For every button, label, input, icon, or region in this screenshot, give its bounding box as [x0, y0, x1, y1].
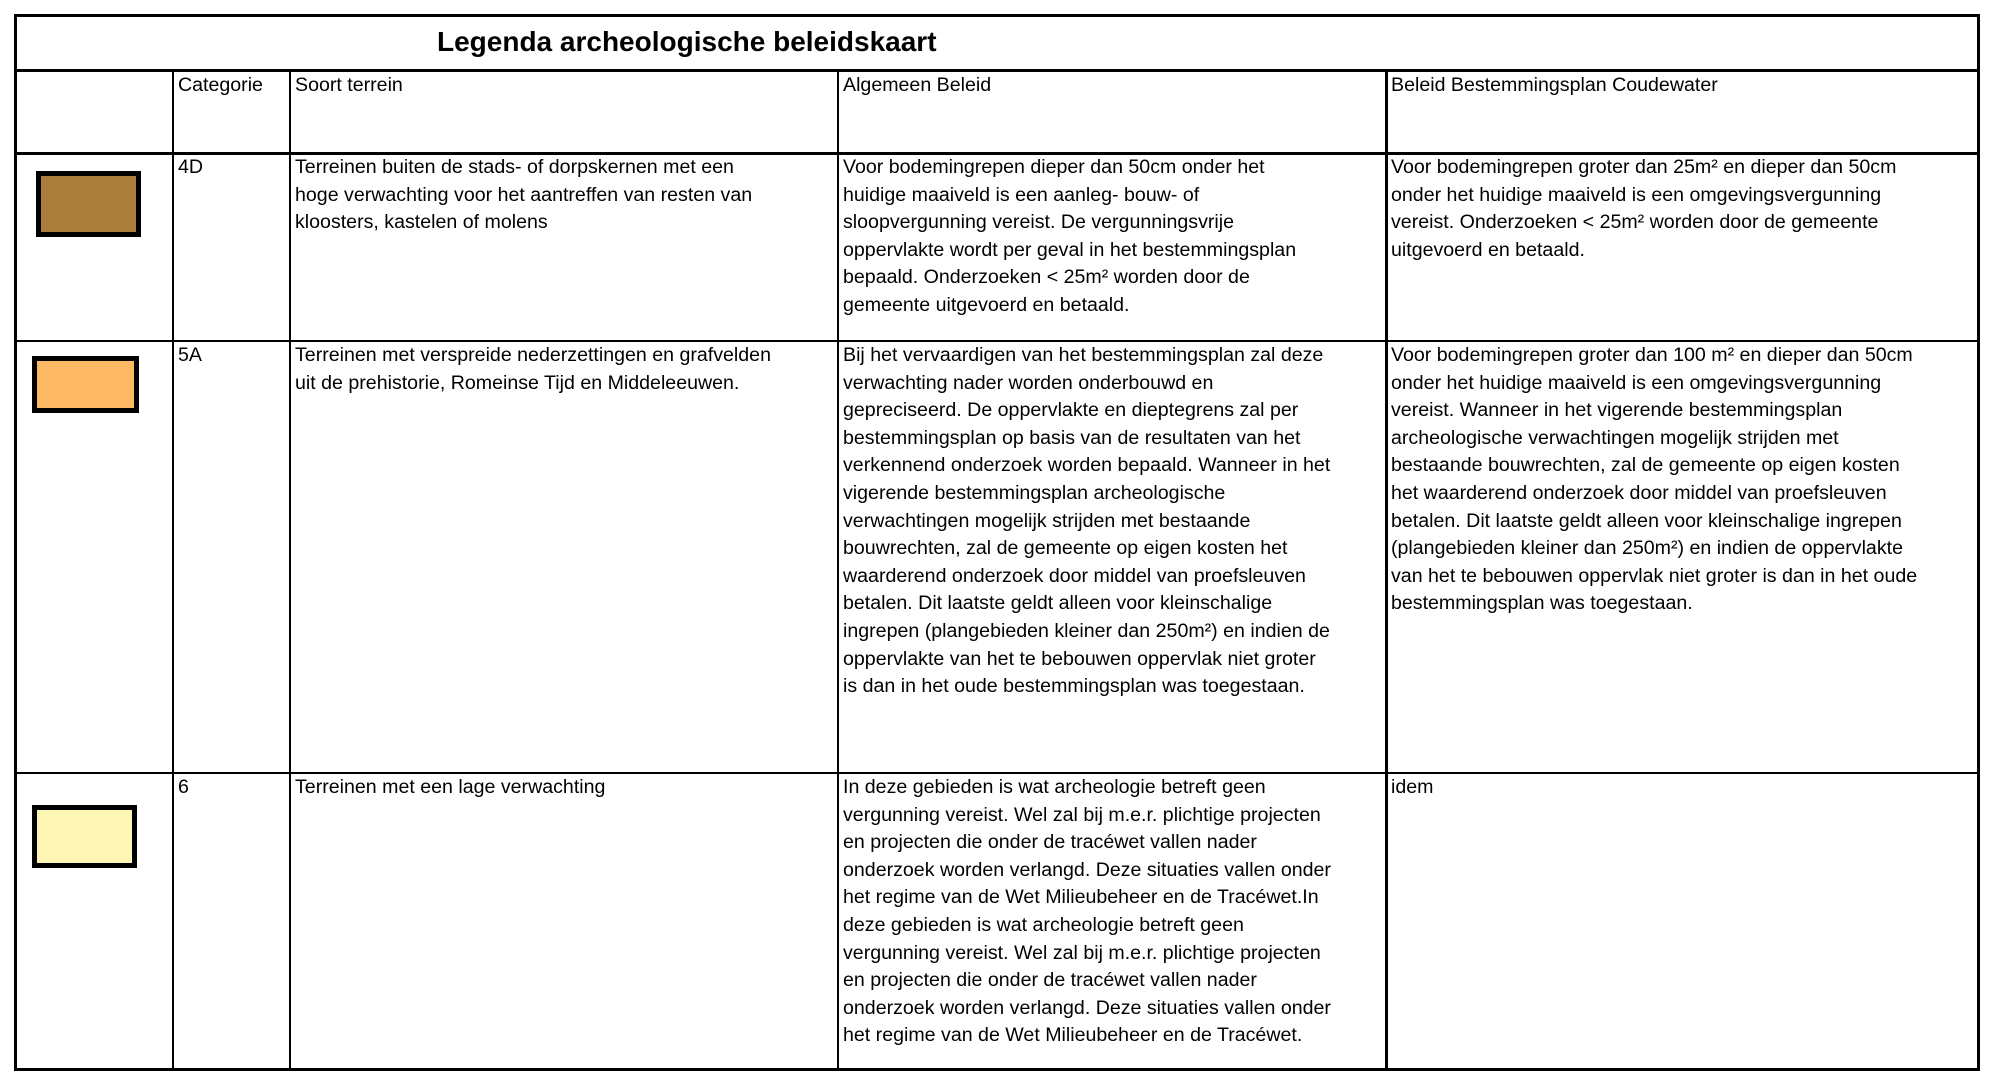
table-cell-categorie: 6: [178, 776, 189, 798]
table-cell-soort-terrein: Terreinen met verspreide nederzettingen en grafvelden uit de prehistorie, Romeinse Tijd en Middeleeuwen.: [295, 344, 771, 394]
table-cell-soort-terrein: Terreinen buiten de stads- of dorpskernen met een hoge verwachting voor het aantreffen van resten van kloosters, kastelen of molens: [295, 156, 753, 234]
title-row: [14, 14, 1980, 72]
table-cell-beleid-coudewater: Voor bodemingrepen groter dan 100 m² en dieper dan 50cm onder het huidige maaiveld is een omgevingsvergunning vereist. Wanneer in het vigerende bestemmingsplan archeologische verwachtingen mogelijk strijden met bestaande bouwrechten, zal de gemeente op eigen kosten het waarderend onderzoek door middel van proefsleuven betalen. Dit laatste geldt alleen voor kleinschalige ingrepen (plangebieden kleiner dan 250m²) en indien de oppervlakte van het te bebouwen oppervlak niet groter is dan in het oude bestemmingsplan was toegestaan.: [1391, 344, 1918, 615]
header-beleid-coudewater: Beleid Bestemmingsplan Coudewater: [1391, 74, 1718, 96]
header-soort-terrein: Soort terrein: [295, 74, 403, 96]
table-cell-categorie: 4D: [178, 156, 204, 178]
table-cell-algemeen-beleid: Bij het vervaardigen van het bestemmingsplan zal deze verwachting nader worden onderbouwd en gepreciseerd. De oppervlakte en dieptegrens zal per bestemmingsplan op basis van de resultaten van het verkennend onderzoek worden bepaald. Wanneer in het vigerende bestemmingsplan archeologische verwachtingen mogelijk strijden met bestaande bouwrechten, zal de gemeente op eigen kosten het waarderend onderzoek door middel van proefsleuven betalen. Dit laatste geldt alleen voor kleinschalige ingrepen (plangebieden kleiner dan 250m²) en indien de oppervlakte van het te bebouwen oppervlak niet groter is dan in het oude bestemmingsplan was toegestaan.: [843, 344, 1331, 698]
header-algemeen-beleid: Algemeen Beleid: [843, 74, 992, 96]
table-cell-algemeen-beleid: Voor bodemingrepen dieper dan 50cm onder het huidige maaiveld is een aanleg- bouw- of sloopvergunning vereist. De vergunningsvrije oppervlakte wordt per geval in het bestemmingsplan bepaald. Onderzoeken < 25m² worden door de gemeente uitgevoerd en betaald.: [843, 156, 1297, 316]
column-divider-1: [172, 72, 174, 1071]
table-cell-beleid-coudewater: idem: [1391, 776, 1434, 798]
legend-swatch-5a: [32, 356, 139, 413]
column-divider-3: [837, 72, 839, 1071]
header-categorie: Categorie: [178, 74, 263, 96]
table-cell-algemeen-beleid: In deze gebieden is wat archeologie betreft geen vergunning vereist. Wel zal bij m.e.r. plichtige projecten en projecten die onder de tracéwet vallen nader onderzoek worden verlangd. Deze situaties vallen onder het regime van de Wet Milieubeheer en de Tracéwet.In deze gebieden is wat archeologie betreft geen vergunning vereist. Wel zal bij m.e.r. plichtige projecten en projecten die onder de tracéwet vallen nader onderzoek worden verlangd. Deze situaties vallen onder het regime van de Wet Milieubeheer en de Tracéwet.: [843, 776, 1331, 1047]
table-cell-beleid-coudewater: Voor bodemingrepen groter dan 25m² en dieper dan 50cm onder het huidige maaiveld is een omgevingsvergunning vereist. Onderzoeken < 25m² worden door de gemeente uitgevoerd en betaald.: [1391, 156, 1897, 261]
page-title: Legenda archeologische beleidskaart: [437, 26, 937, 57]
column-divider-2: [289, 72, 291, 1071]
table-cell-soort-terrein: Terreinen met een lage verwachting: [295, 776, 606, 798]
legend-swatch-6: [32, 805, 137, 868]
table-cell-categorie: 5A: [178, 344, 202, 366]
legend-swatch-4d: [36, 171, 141, 237]
column-divider-4: [1385, 72, 1388, 1071]
